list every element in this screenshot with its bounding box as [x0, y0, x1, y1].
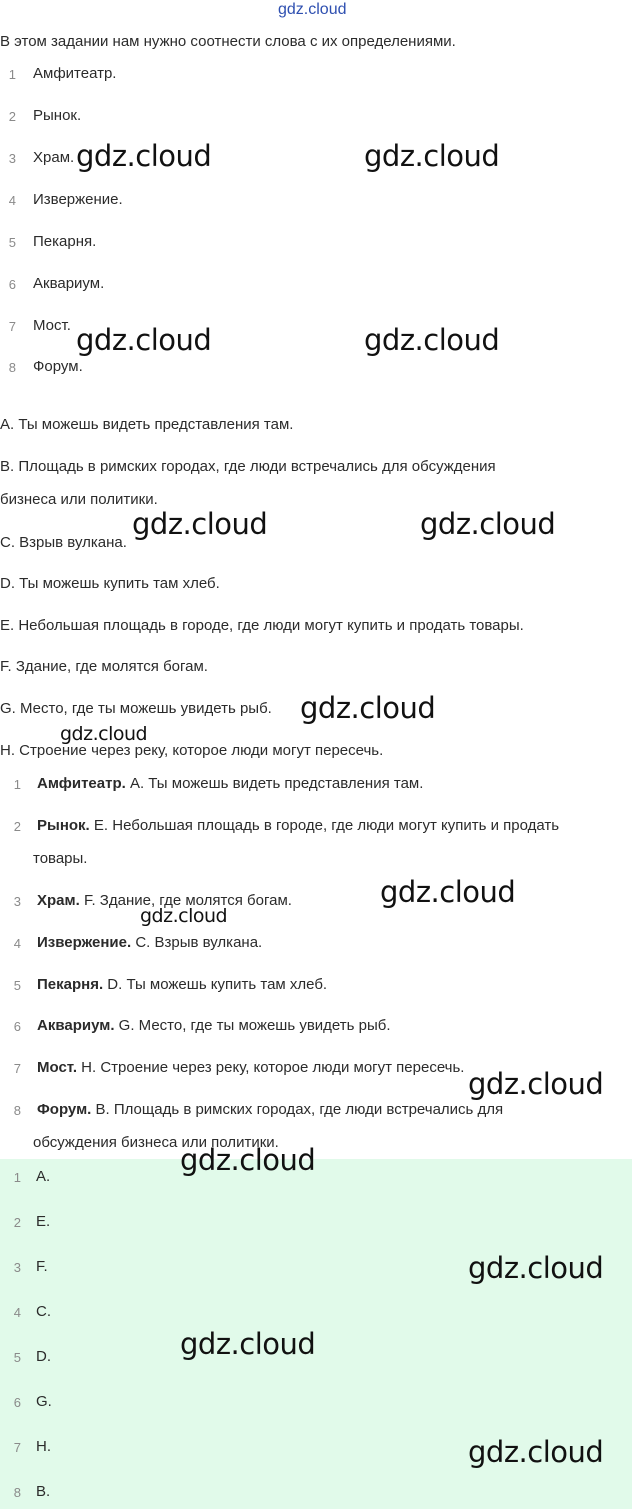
word-item: Мост. [33, 317, 71, 334]
match-definition: E. Небольшая площадь в городе, где люди могут купить и продать [93, 817, 560, 834]
match-word: Форум. [37, 1101, 92, 1118]
match-item [37, 1059, 464, 1076]
intro-text: В этом задании нам нужно соотнести слова с их определениями. [0, 33, 456, 50]
word-item: Извержение. [33, 191, 123, 208]
list-number: 1 [13, 1170, 21, 1185]
match-word: Мост. [37, 1059, 77, 1076]
match-continuation: обсуждения бизнеса или политики. [33, 1134, 279, 1151]
match-definition: B. Площадь в римских городах, где люди встречались для [95, 1101, 504, 1118]
list-number: 5 [8, 235, 16, 250]
word-item: Храм. [33, 149, 75, 166]
definition-line: A. Ты можешь видеть представления там. [0, 416, 294, 433]
match-definition: C. Взрыв вулкана. [135, 934, 263, 951]
answer-letter: A. [36, 1168, 51, 1185]
match-item [37, 1017, 391, 1034]
match-item [37, 775, 423, 792]
list-number: 2 [8, 109, 16, 124]
watermark: gdz.cloud [180, 1143, 316, 1177]
list-number: 8 [8, 360, 16, 375]
match-word: Извержение. [37, 934, 132, 951]
watermark: gdz.cloud [60, 723, 148, 745]
match-item [37, 934, 262, 951]
match-definition: G. Место, где ты можешь увидеть рыб. [118, 1017, 391, 1034]
match-continuation: товары. [33, 850, 88, 867]
list-number: 3 [8, 151, 16, 166]
match-definition: D. Ты можешь купить там хлеб. [107, 976, 328, 993]
definition-line: бизнеса или политики. [0, 491, 158, 508]
definition-line: C. Взрыв вулкана. [0, 534, 127, 551]
list-number: 8 [13, 1103, 21, 1118]
definition-line: D. Ты можешь купить там хлеб. [0, 575, 220, 592]
word-item: Пекарня. [33, 233, 97, 250]
word-item: Амфитеатр. [33, 65, 117, 82]
site-logo: gdz.cloud [278, 1, 347, 18]
list-number: 1 [8, 67, 16, 82]
watermark: gdz.cloud [300, 691, 436, 725]
list-number: 5 [13, 978, 21, 993]
list-number: 4 [13, 936, 21, 951]
match-definition: F. Здание, где молятся богам. [83, 892, 292, 909]
match-item [37, 817, 559, 834]
list-number: 7 [13, 1440, 21, 1455]
watermark: gdz.cloud [180, 1327, 316, 1361]
list-number: 3 [13, 894, 21, 909]
match-word: Пекарня. [37, 976, 104, 993]
match-definition: A. Ты можешь видеть представления там. [129, 775, 424, 792]
watermark: gdz.cloud [468, 1251, 604, 1285]
answer-letter: F. [36, 1258, 48, 1275]
answer-letter: H. [36, 1438, 51, 1455]
definition-line: G. Место, где ты можешь увидеть рыб. [0, 700, 272, 717]
match-word: Амфитеатр. [37, 775, 126, 792]
watermark: gdz.cloud [132, 507, 268, 541]
answer-letter: C. [36, 1303, 51, 1320]
list-number: 6 [8, 277, 16, 292]
answer-letter: E. [36, 1213, 51, 1230]
answer-letter: G. [36, 1393, 52, 1410]
match-definition: H. Строение через реку, которое люди могут пересечь. [81, 1059, 465, 1076]
list-number: 7 [8, 319, 16, 334]
list-number: 4 [8, 193, 16, 208]
list-number: 5 [13, 1350, 21, 1365]
watermark: gdz.cloud [468, 1435, 604, 1469]
list-number: 6 [13, 1019, 21, 1034]
list-number: 1 [13, 777, 21, 792]
watermark: gdz.cloud [140, 905, 228, 927]
list-number: 8 [13, 1485, 21, 1500]
watermark: gdz.cloud [76, 323, 212, 357]
answer-letter: D. [36, 1348, 51, 1365]
definition-line: H. Строение через реку, которое люди могут пересечь. [0, 742, 384, 759]
list-number: 2 [13, 819, 21, 834]
watermark: gdz.cloud [364, 323, 500, 357]
match-word: Рынок. [37, 817, 90, 834]
definition-line: B. Площадь в римских городах, где люди встречались для обсуждения [0, 458, 496, 475]
match-item [37, 976, 327, 993]
list-number: 4 [13, 1305, 21, 1320]
watermark: gdz.cloud [76, 139, 212, 173]
list-number: 2 [13, 1215, 21, 1230]
match-item [37, 1101, 503, 1118]
watermark: gdz.cloud [380, 875, 516, 909]
match-word: Аквариум. [37, 1017, 115, 1034]
word-item: Форум. [33, 358, 83, 375]
watermark: gdz.cloud [420, 507, 556, 541]
match-word: Храм. [37, 892, 80, 909]
list-number: 7 [13, 1061, 21, 1076]
definition-line: E. Небольшая площадь в городе, где люди могут купить и продать товары. [0, 617, 524, 634]
definition-line: F. Здание, где молятся богам. [0, 658, 208, 675]
watermark: gdz.cloud [468, 1067, 604, 1101]
watermark: gdz.cloud [364, 139, 500, 173]
list-number: 3 [13, 1260, 21, 1275]
word-item: Аквариум. [33, 275, 105, 292]
answer-letter: B. [36, 1483, 51, 1500]
word-item: Рынок. [33, 107, 82, 124]
list-number: 6 [13, 1395, 21, 1410]
